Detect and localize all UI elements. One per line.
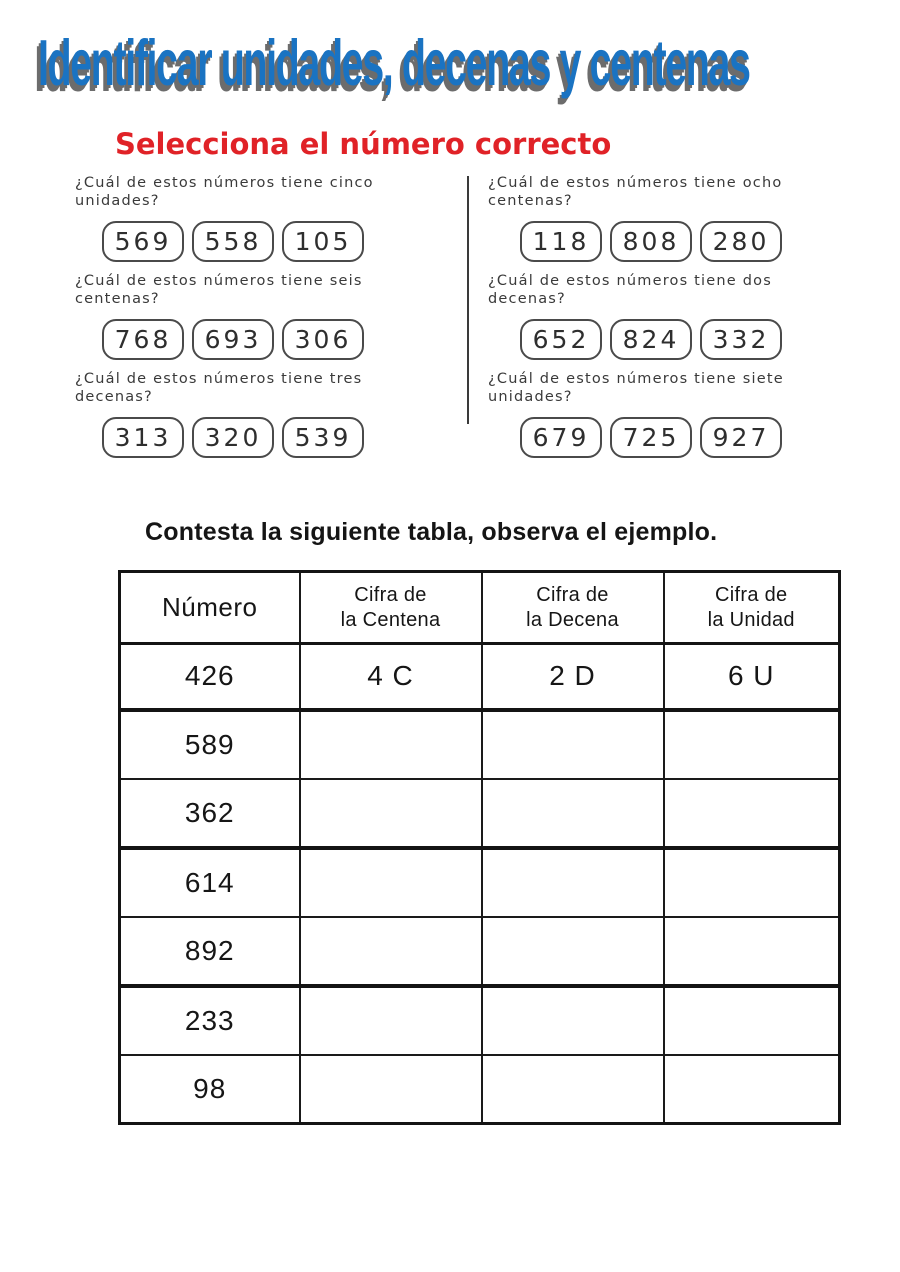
question-text [488,174,858,210]
place-value-table [118,570,841,1125]
number-option[interactable]: 306 [282,319,364,360]
number-option[interactable]: 693 [192,319,274,360]
number-option[interactable]: 105 [282,221,364,262]
number-option[interactable]: 569 [102,221,184,262]
number-option[interactable]: 320 [192,417,274,458]
question-line: unidades? [488,389,573,405]
question-line: unidades? [75,193,160,209]
question-line: centenas? [488,193,573,209]
question-text [488,272,858,308]
number-option[interactable]: 280 [700,221,782,262]
answer-cell-centena[interactable] [300,986,482,1055]
question-text [75,174,445,210]
answer-cell-decena[interactable] [482,710,664,779]
options-row [488,221,858,262]
answer-cell-unidad[interactable] [664,986,840,1055]
header-decena [482,572,664,644]
options-row [75,319,445,360]
answer-cell-centena[interactable] [300,710,482,779]
header-label: Número [162,592,258,622]
answer-cell-centena[interactable] [300,917,482,986]
header-label: Cifra de [536,583,609,606]
answer-cell-decena[interactable] [482,917,664,986]
question-line: decenas? [488,291,566,307]
question-line: ¿Cuál de estos números tiene cinco [75,175,374,191]
question-block [488,370,858,458]
table-header-row [120,572,840,644]
number-option[interactable]: 768 [102,319,184,360]
number-option[interactable]: 808 [610,221,692,262]
question-block [488,174,858,262]
row-number-cell: 892 [120,917,300,986]
question-block [488,272,858,360]
answer-cell-unidad[interactable] [664,779,840,848]
header-label: Cifra de [354,583,427,606]
header-unidad [664,572,840,644]
answer-cell-decena[interactable] [482,986,664,1055]
question-line: ¿Cuál de estos números tiene ocho [488,175,783,191]
example-centena-cell: 4 C [300,644,482,710]
example-number-cell: 426 [120,644,300,710]
page-title: Identificar unidades, decenas y centenas [38,26,750,99]
header-label: la Unidad [707,608,795,631]
example-decena-cell: 2 D [482,644,664,710]
table-row [120,779,840,848]
number-option[interactable]: 332 [700,319,782,360]
number-option[interactable]: 927 [700,417,782,458]
row-number-cell: 614 [120,848,300,917]
table-heading: Contesta la siguiente tabla, observa el ejemplo. [145,518,718,546]
row-number-cell: 98 [120,1055,300,1124]
table-row [120,986,840,1055]
header-label: la Centena [340,608,441,631]
header-numero [120,572,300,644]
question-text [75,272,445,308]
options-row [488,319,858,360]
row-number-cell: 589 [120,710,300,779]
number-option[interactable]: 118 [520,221,602,262]
example-row [120,644,840,710]
question-line: ¿Cuál de estos números tiene seis [75,273,363,289]
question-block [75,174,445,262]
header-label: la Decena [526,608,619,631]
answer-cell-unidad[interactable] [664,1055,840,1124]
number-option[interactable]: 539 [282,417,364,458]
answer-cell-decena[interactable] [482,1055,664,1124]
header-label: Cifra de [715,583,788,606]
row-number-cell: 233 [120,986,300,1055]
options-row [75,221,445,262]
question-line: decenas? [75,389,153,405]
question-text [75,370,445,406]
section-subtitle: Selecciona el número correcto [115,127,612,161]
answer-cell-centena[interactable] [300,1055,482,1124]
answer-cell-unidad[interactable] [664,917,840,986]
question-line: ¿Cuál de estos números tiene siete [488,371,784,387]
question-line: ¿Cuál de estos números tiene tres [75,371,363,387]
table-row [120,710,840,779]
table-row [120,848,840,917]
options-row [75,417,445,458]
page-title-wrap [38,26,898,116]
options-row [488,417,858,458]
example-unidad-cell: 6 U [664,644,840,710]
number-option[interactable]: 652 [520,319,602,360]
number-option[interactable]: 824 [610,319,692,360]
answer-cell-decena[interactable] [482,779,664,848]
question-block [75,272,445,360]
table-row [120,1055,840,1124]
answer-cell-unidad[interactable] [664,848,840,917]
number-option[interactable]: 313 [102,417,184,458]
answer-cell-decena[interactable] [482,848,664,917]
question-block [75,370,445,458]
question-line: centenas? [75,291,160,307]
answer-cell-centena[interactable] [300,848,482,917]
question-line: ¿Cuál de estos números tiene dos [488,273,772,289]
answer-cell-unidad[interactable] [664,710,840,779]
header-centena [300,572,482,644]
number-option[interactable]: 558 [192,221,274,262]
column-divider [467,176,469,424]
answer-cell-centena[interactable] [300,779,482,848]
row-number-cell: 362 [120,779,300,848]
number-option[interactable]: 679 [520,417,602,458]
table-row [120,917,840,986]
question-text [488,370,858,406]
number-option[interactable]: 725 [610,417,692,458]
